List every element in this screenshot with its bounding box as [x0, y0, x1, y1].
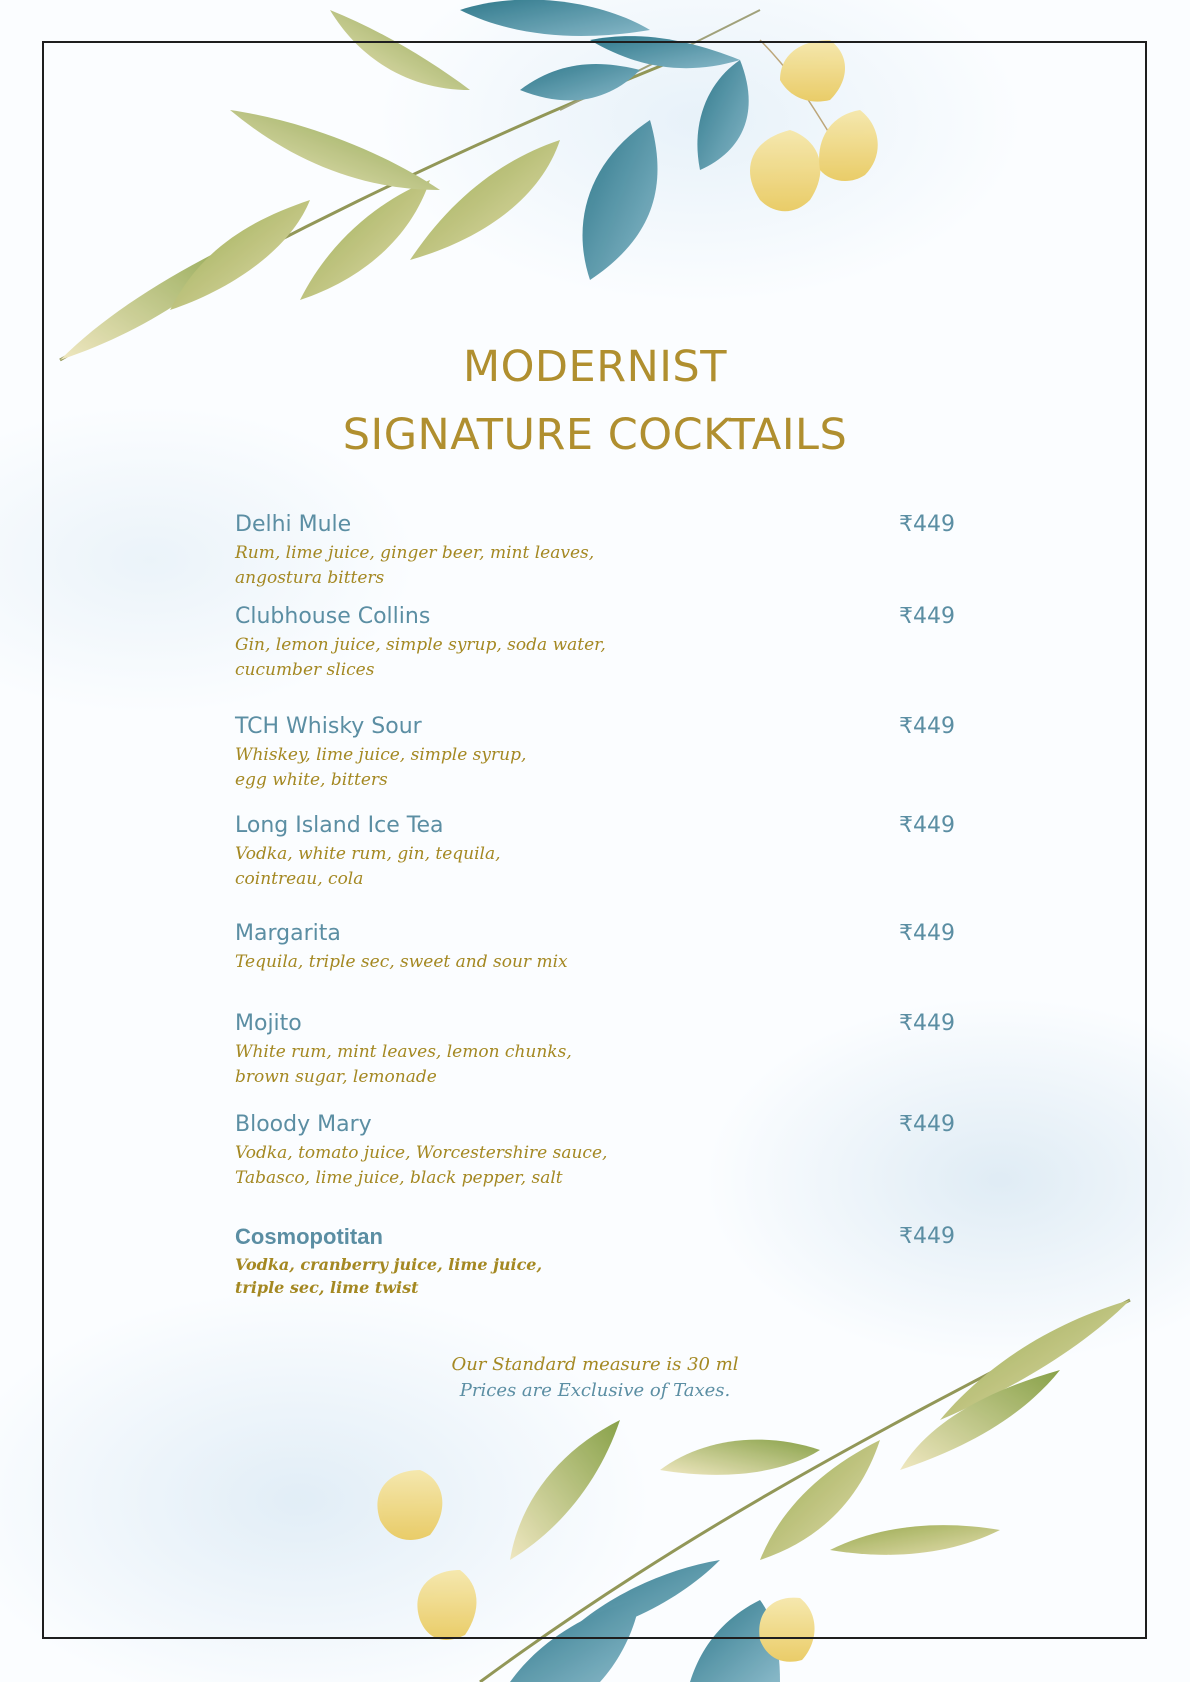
- footer-tax-note: Prices are Exclusive of Taxes.: [459, 1380, 731, 1401]
- menu-item-tch-whisky-sour: [235, 713, 955, 793]
- item-name: Delhi Mule: [235, 512, 352, 537]
- item-description: [235, 633, 955, 683]
- item-description: [235, 541, 955, 591]
- item-description-line1: Rum, lime juice, ginger beer, mint leaves,: [235, 543, 595, 563]
- menu-item-margarita: [235, 920, 955, 975]
- item-description-line2: cucumber slices: [235, 660, 375, 680]
- item-description-line1: Vodka, cranberry juice, lime juice,: [235, 1255, 543, 1274]
- item-description-line1: White rum, mint leaves, lemon chunks,: [235, 1042, 572, 1062]
- item-description: [235, 743, 955, 793]
- item-description-line1: Vodka, white rum, gin, tequila,: [235, 844, 501, 864]
- menu-item-mojito: [235, 1010, 955, 1090]
- item-price: ₹449: [899, 1224, 955, 1249]
- item-description-line1: Gin, lemon juice, simple syrup, soda water,: [235, 635, 606, 655]
- item-description: [235, 950, 955, 975]
- item-name: TCH Whisky Sour: [235, 714, 422, 739]
- item-description-line1: Vodka, tomato juice, Worcestershire sauce,: [235, 1143, 608, 1163]
- item-name: Clubhouse Collins: [235, 604, 431, 629]
- menu-footer-note: [0, 1352, 1190, 1404]
- item-price: ₹449: [899, 1112, 955, 1137]
- item-price: ₹449: [899, 921, 955, 946]
- item-description: [235, 1040, 955, 1090]
- item-price: ₹449: [899, 604, 955, 629]
- menu-title-line2: SIGNATURE COCKTAILS: [342, 410, 848, 460]
- item-name: Mojito: [235, 1011, 302, 1036]
- footer-measure-note: Our Standard measure is 30 ml: [451, 1354, 739, 1375]
- menu-item-clubhouse-collins: [235, 603, 955, 683]
- item-description-line2: triple sec, lime twist: [235, 1278, 419, 1297]
- item-description: [235, 1141, 955, 1191]
- item-price: ₹449: [899, 1011, 955, 1036]
- menu-item-cosmopotitan: [235, 1223, 955, 1299]
- item-description-line1: Tequila, triple sec, sweet and sour mix: [235, 952, 568, 972]
- item-name: Bloody Mary: [235, 1112, 372, 1137]
- menu-item-bloody-mary: [235, 1111, 955, 1191]
- item-price: ₹449: [899, 813, 955, 838]
- item-name: Margarita: [235, 921, 341, 946]
- item-name: Cosmopotitan: [235, 1224, 383, 1249]
- item-price: ₹449: [899, 512, 955, 537]
- menu-title: [0, 333, 1190, 469]
- menu-title-line1: MODERNIST: [462, 342, 727, 392]
- item-description-line2: brown sugar, lemonade: [235, 1067, 437, 1087]
- item-description-line2: angostura bitters: [235, 568, 385, 588]
- menu-item-delhi-mule: [235, 511, 955, 591]
- item-description-line2: egg white, bitters: [235, 770, 388, 790]
- item-description: [235, 1253, 955, 1299]
- item-price: ₹449: [899, 714, 955, 739]
- item-description-line2: Tabasco, lime juice, black pepper, salt: [235, 1168, 563, 1188]
- item-description-line2: cointreau, cola: [235, 869, 364, 889]
- item-name: Long Island Ice Tea: [235, 813, 444, 838]
- item-description-line1: Whiskey, lime juice, simple syrup,: [235, 745, 527, 765]
- item-description: [235, 842, 955, 892]
- menu-item-long-island-ice-tea: [235, 812, 955, 892]
